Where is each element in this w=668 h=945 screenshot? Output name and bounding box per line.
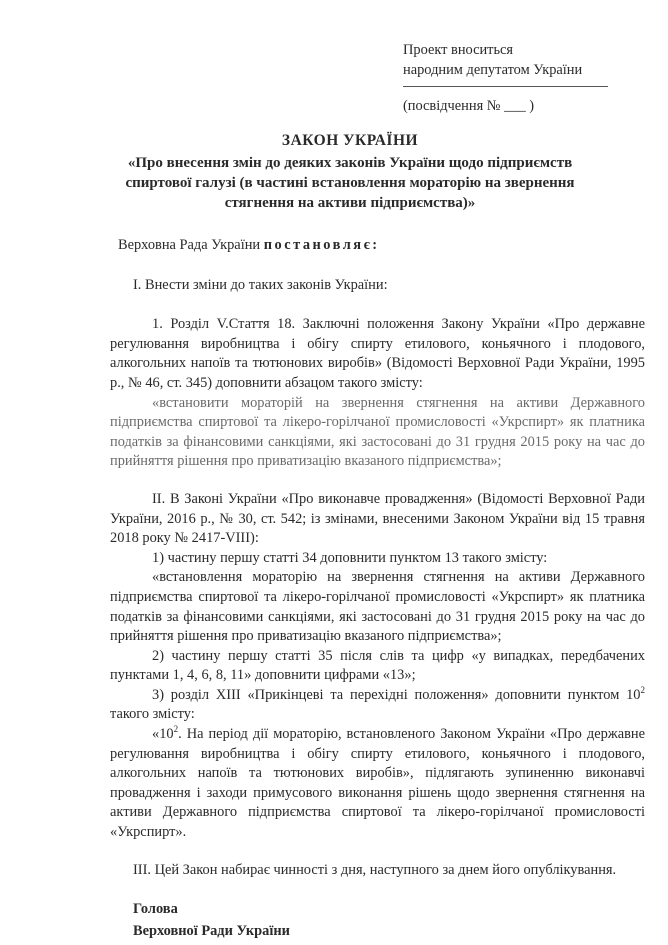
- item-1-quote: «встановити мораторій на звернення стягнення на активи Державного підприємства спиртової та лікеро-горілчаної промисловості «Укрспирт» як платника податків за фінансовими санкціями, які застосовані до 31 грудня 2015 року на час до прийняття рішення про приватизацію вказаного підприємства»;: [110, 394, 645, 470]
- item-2-2: 2) частину першу статті 35 після слів та цифр «у випадках, передбачених пунктами 1, 4, 6, 8, 11» доповнити цифрами «13»;: [110, 647, 645, 684]
- item-2-1: 1) частину першу статті 34 доповнити пунктом 13 такого змісту:: [152, 549, 548, 566]
- item-2-3: [110, 686, 645, 725]
- law-heading: ЗАКОН УКРАЇНИ: [281, 132, 419, 149]
- section-3: III. Цей Закон набирає чинності з дня, наступного за днем його опублікування.: [133, 861, 617, 878]
- item-1: 1. Розділ V.Стаття 18. Заключні положення Закону України «Про державне регулювання виробництва і обігу спирту етилового, коньячного і плодового, алкогольних напоїв та тютюнових виробів» (Відомості Верховної Ради України, 1995 р., № 46, ст. 345) доповнити абзацом такого змісту:: [110, 316, 645, 391]
- superscript: 2: [173, 724, 179, 735]
- law-subtitle: «Про внесення змін до деяких законів України щодо підприємств спиртової галузі (в частині встановлення мораторію на звернення стягнення на активи підприємства)»: [125, 155, 575, 211]
- submission-line-2: народним депутатом України: [403, 62, 583, 78]
- item-2-3-quote: [110, 725, 645, 843]
- submission-note: [403, 40, 582, 116]
- submission-line-1: Проект вноситься: [403, 42, 514, 58]
- preamble-text: Верховна Рада України: [118, 237, 264, 253]
- signature-body: Верховної Ради України: [133, 923, 290, 940]
- item-2-3-text-end: такого змісту:: [110, 706, 195, 723]
- item-2-1-quote: «встановлення мораторію на звернення стягнення на активи Державного підприємства спиртової та лікеро-горілчаної промисловості «Укрспирт» як платника податків за фінансовими санкціями, які застосовані до 31 грудня 2015 року на час до прийняття рішення про приватизацію вказаного підприємства»;: [110, 569, 645, 645]
- superscript: 2: [640, 685, 645, 696]
- section-2-intro: II. В Законі України «Про виконавче провадження» (Відомості Верховної Ради України, 2016 р., № 30, ст. 542; із змінами, внесеними Законом України від 15 травня 2018 року № 2417-VIII):: [110, 490, 645, 547]
- section-1-intro: I. Внести зміни до таких законів України:: [133, 276, 388, 293]
- certificate-number: (посвідчення № ___ ): [403, 98, 535, 114]
- quote-text: . На період дії мораторію, встановленого Законом України «Про державне регулювання виробництва і обігу спирту етилового, коньячного і плодового, алкогольних напоїв та тютюнових виробів», підлягають зупиненню виконавчі провадження і заходи примусового виконання рішень щодо звернення стягнення на активи Державного підприємства спиртової та лікеро-горілчаної промисловості «Укрспирт».: [110, 726, 645, 841]
- document-body: [110, 236, 645, 942]
- item-2-3-text: 3) розділ XIII «Прикінцеві та перехідні положення» доповнити пунктом 10: [152, 686, 641, 703]
- quote-start: «10: [152, 726, 174, 743]
- preamble-emphasis: постановляє:: [263, 237, 380, 253]
- preamble: [110, 236, 645, 256]
- document-title: [100, 131, 600, 213]
- signature-rule: [403, 86, 608, 87]
- signature-block: [110, 898, 645, 942]
- signature-title: Голова: [133, 901, 178, 918]
